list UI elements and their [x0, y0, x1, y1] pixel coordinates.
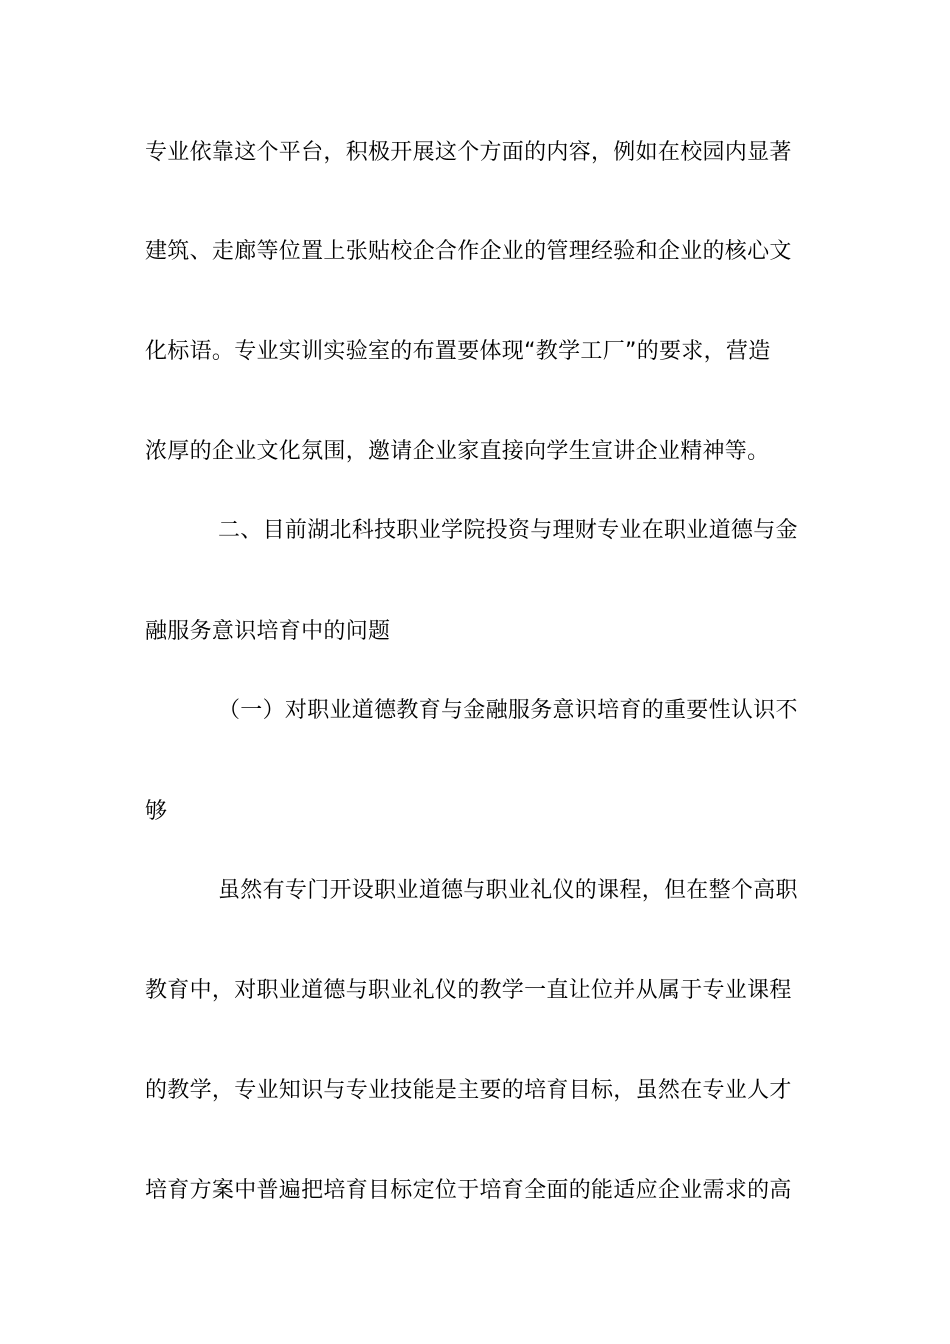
- body-text-line: 培育方案中普遍把培育目标定位于培育全面的能适应企业需求的高: [145, 1178, 792, 1203]
- body-text-line: 专业依靠这个平台，积极开展这个方面的内容，例如在校园内显著: [145, 140, 792, 165]
- body-text-line: 建筑、走廊等位置上张贴校企合作企业的管理经验和企业的核心文: [145, 239, 792, 264]
- subsection-heading-line: （一）对职业道德教育与金融服务意识培育的重要性认识不: [218, 698, 798, 723]
- subsection-heading-line: 够: [145, 799, 168, 824]
- body-text-line: 浓厚的企业文化氛围，邀请企业家直接向学生宣讲企业精神等。: [145, 439, 770, 464]
- body-text-line: 虽然有专门开设职业道德与职业礼仪的课程，但在整个高职: [218, 878, 798, 903]
- section-heading-line: 二、目前湖北科技职业学院投资与理财专业在职业道德与金: [218, 518, 798, 543]
- body-text-line: 的教学，专业知识与专业技能是主要的培育目标，虽然在专业人才: [145, 1078, 792, 1103]
- body-text-line: 化标语。专业实训实验室的布置要体现“教学工厂”的要求，营造: [145, 339, 771, 364]
- body-text-line: 教育中，对职业道德与职业礼仪的教学一直让位并从属于专业课程: [145, 978, 792, 1003]
- section-heading-line: 融服务意识培育中的问题: [145, 619, 391, 644]
